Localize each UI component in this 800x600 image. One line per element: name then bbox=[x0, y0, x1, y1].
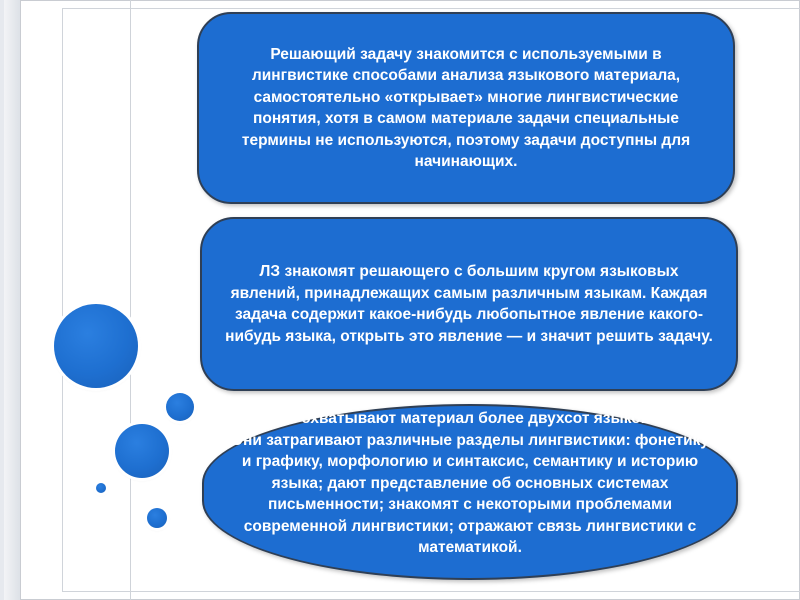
decorative-circle-tiny bbox=[96, 483, 106, 493]
text-block-3-content: Задачи охватывают материал более двухсот языков мира. Они затрагивают различные разделы лингвистики: фонетику и графику, морфологию и синтаксис, семантику и историю языка; дают представление об основных системах письменности; знакомят с некоторыми проблемами современной лингвистики; отражают связь лингвистики с математикой. bbox=[230, 410, 710, 556]
left-rail bbox=[4, 0, 21, 600]
decorative-circle-medium bbox=[115, 424, 169, 478]
decorative-circle-small-2 bbox=[147, 508, 167, 528]
text-block-2 bbox=[200, 217, 738, 391]
decorative-vertical-line bbox=[130, 0, 131, 600]
text-block-1-content: Решающий задачу знакомится с используемыми в лингвистике способами анализа языкового материала, самостоятельно «открывает» многие лингвистические понятия, хотя в самом материале задачи специальные термины не используются, поэтому задачи доступны для начинающих. bbox=[241, 45, 691, 170]
text-block-1 bbox=[197, 12, 735, 204]
decorative-circle-large bbox=[54, 304, 138, 388]
text-block-2-content: ЛЗ знакомят решающего с большим кругом языковых явлений, принадлежащих самым различным языкам. Каждая задача содержит какое-нибудь любопытное явление какого-нибудь языка, открыть это явление — и значит решить задачу. bbox=[225, 263, 713, 345]
text-block-3 bbox=[202, 404, 738, 580]
decorative-circle-small bbox=[166, 393, 194, 421]
